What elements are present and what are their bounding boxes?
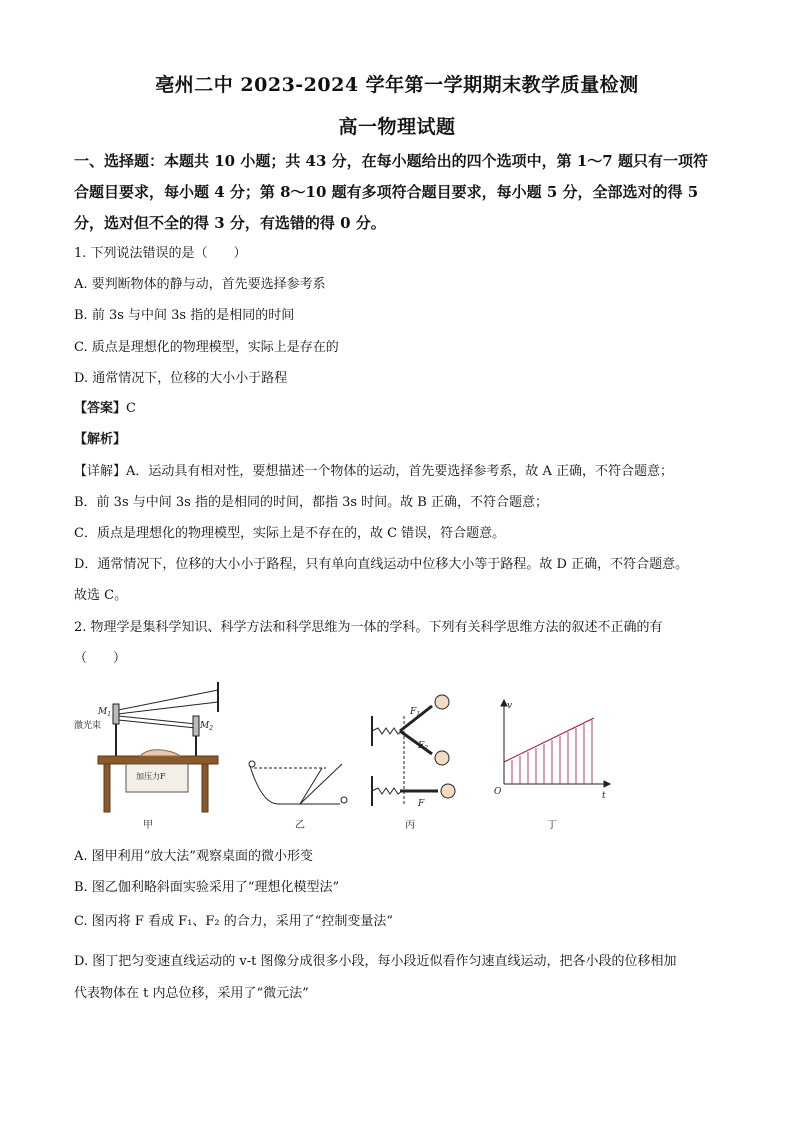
spring-bottom-icon [372,788,402,794]
exam-title: 亳州二中 2023-2024 学年第一学期期末教学质量检测 [155,74,639,96]
answer-value: C [126,401,136,416]
q2-option-c: C. 图丙将 F 看成 F₁、F₂ 的合力，采用了“控制变量法” [74,914,394,929]
figure-ding [501,700,610,787]
hand-f-icon [441,784,455,798]
q1-option-b: B. 前 3s 与中间 3s 指的是相同的时间 [74,308,295,323]
axis-t-label: t [602,791,606,801]
exam-subtitle: 高一物理试题 [338,116,456,138]
spring-top-icon [372,728,402,734]
hand-f1-icon [435,695,449,709]
figure-yi [249,761,347,804]
caption-jia: 甲 [143,820,153,831]
answer-label: 【答案】 [74,401,127,416]
q1-detail-1: 【详解】A．运动具有相对性，要想描述一个物体的运动，首先要选择参考系，故 A 正确，不符合题意； [74,464,674,479]
press-label: 加压力F [136,772,166,781]
q2-option-d-cont: 代表物体在 t 内总位移，采用了“微元法” [74,986,309,1001]
label-f2: $F_2$ [418,741,429,752]
q2-option-b: B. 图乙伽利略斜面实验采用了“理想化模型法” [74,880,340,895]
q2-stem-1: 2. 物理学是集科学知识、科学方法和科学思维为一体的学科。下列有关科学思维方法的叙述不正确的有 [74,620,663,635]
q1-detail-4: D．通常情况下，位移的大小小于路程，只有单向直线运动中位移大小等于路程。故 D 正确，不符合题意。 [74,557,689,572]
label-m2: $M_2$ [200,721,214,732]
ball-end-icon [341,797,347,803]
table-leg-right [202,764,208,812]
hand-f2-icon [435,751,449,765]
section-line-1: 一、选择题：本题共 10 小题；共 43 分，在每小题给出的四个选项中，第 1～7 题只有一项符 [74,152,708,170]
q1-detail-2: B．前 3s 与中间 3s 指的是相同的时间，都指 3s 时间。故 B 正确，不符合题意； [74,495,548,510]
caption-bing: 丙 [405,820,415,831]
section-instructions [74,146,724,239]
mirror-m1-icon [113,704,119,724]
q2-option-a: A. 图甲利用“放大法”观察桌面的微小形变 [74,849,313,864]
figure-jia [98,682,218,812]
laser-ray-4 [118,720,196,728]
origin-label: O [494,787,502,797]
laser-label: 激光束 [74,721,102,731]
q1-detail-5: 故选 C。 [74,588,128,603]
ramp-curve [250,766,322,804]
q1-option-d: D. 通常情况下，位移的大小小于路程 [74,371,288,386]
section-line-2: 合题目要求，每小题 4 分；第 8～10 题有多项符合题目要求，每小题 5 分，全部选对的得 5 [74,183,699,201]
label-f1: $F_1$ [410,707,421,718]
q1-detail-3: C．质点是理想化的物理模型，实际上是不存在的，故 C 错误，符合题意。 [74,526,506,541]
section-line-3: 分，选对但不全的得 3 分，有选错的得 0 分。 [74,214,386,232]
q2-figures [0,676,794,836]
q1-option-a: A. 要判断物体的静与动，首先要选择参考系 [74,277,326,292]
q1-option-c: C. 质点是理想化的物理模型，实际上是存在的 [74,340,339,355]
caption-ding: 丁 [547,820,557,831]
vt-line [504,718,594,762]
caption-yi: 乙 [295,820,305,831]
q2-option-d: D. 图丁把匀变速直线运动的 v-t 图像分成很多小段，每小段近似看作匀速直线运动，把各小段的位移相加 [74,954,677,969]
ball-start-icon [249,761,255,767]
hand-press-icon [140,750,180,756]
axis-v-label: v [507,701,513,711]
q1-stem: 1. 下列说法错误的是（ ） [74,246,247,261]
laser-ray-2 [118,702,218,714]
q1-answer [74,399,136,419]
q2-stem-2: （ ） [74,651,127,666]
laser-ray-3 [118,716,196,724]
table-leg-left [104,764,110,812]
laser-ray-1 [118,690,218,710]
label-m1: $M_1$ [98,707,112,718]
label-f: F [418,799,425,809]
mirror-m2-icon [193,716,199,736]
q1-analysis-label: 【解析】 [74,432,127,447]
t-axis-arrow-icon [604,781,610,787]
table-top [98,756,218,764]
